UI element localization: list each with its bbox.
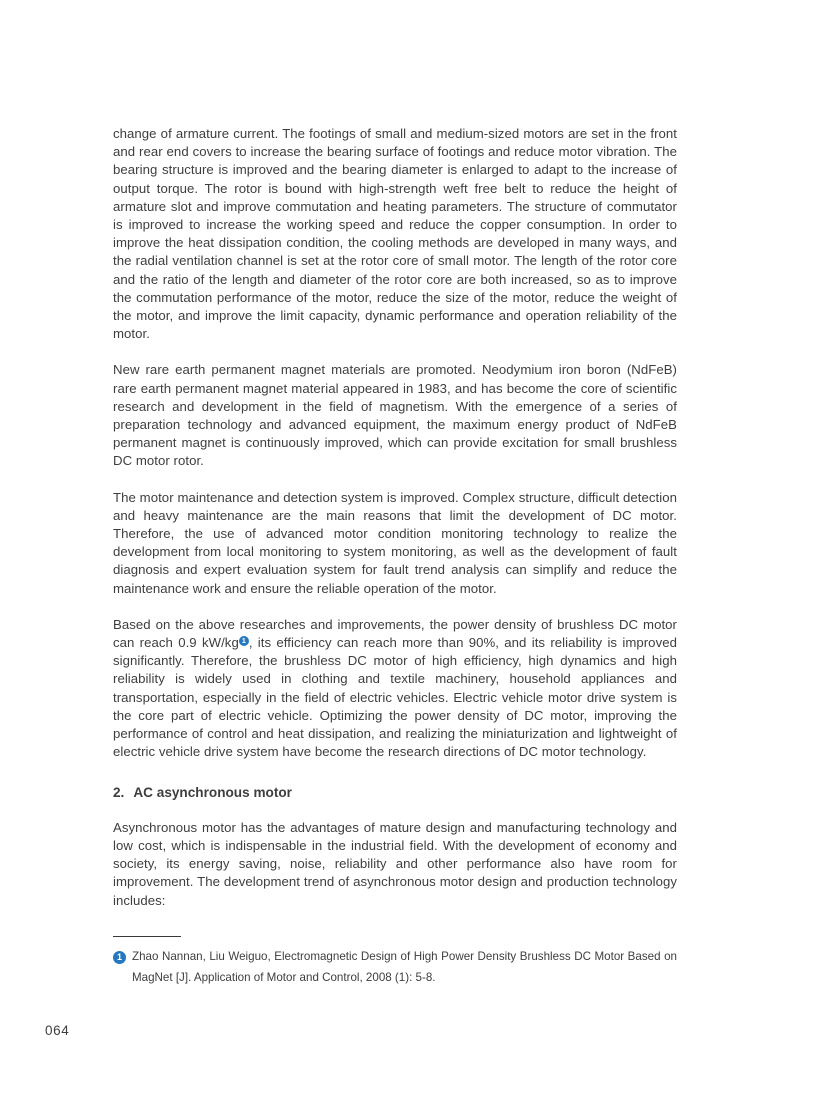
section-heading-label: AC asynchronous motor: [133, 784, 292, 800]
footnote-text: Zhao Nannan, Liu Weiguo, Electromagnetic Design of High Power Density Brushless DC Motor Based on MagNet [J]. Application of Motor and Control, 2008 (1): 5-8.: [132, 950, 677, 985]
footnote: [113, 946, 677, 989]
footnote-separator-rule: [113, 936, 181, 937]
paragraph-text-after-ref: , its efficiency can reach more than 90%, and its reliability is improved significantly. Therefore, the brushless DC motor of high efficiency, high dynamics and high reliability is widely used in clothing and textile machinery, household appliances and transportation, especially in the field of electric vehicles. Electric vehicle motor drive system is the core part of electric vehicle. Optimizing the power density of DC motor, improving the performance of control and heat dissipation, and realizing the miniaturization and lightweight of electric vehicle drive system have become the research directions of DC motor technology.: [113, 635, 677, 760]
section-heading: [113, 784, 677, 802]
page-number: 064: [45, 1023, 70, 1038]
footnote-area: [113, 936, 677, 989]
footnote-number-icon: 1: [113, 951, 126, 964]
body-paragraph-with-footnote-ref: [113, 616, 677, 762]
section-heading-number: 2.: [113, 784, 125, 800]
body-paragraph: The motor maintenance and detection system is improved. Complex structure, difficult detection and heavy maintenance are the main reasons that limit the development of DC motor. Therefore, the use of advanced motor condition monitoring technology to realize the development from local monitoring to system monitoring, as well as the development of fault diagnosis and expert evaluation system for fault trend analysis can simplify and reduce the maintenance work and ensure the reliable operation of the motor.: [113, 489, 677, 596]
body-paragraph: Asynchronous motor has the advantages of mature design and manufacturing technology and low cost, which is indispensable in the industrial field. With the development of economy and society, its energy saving, noise, reliability and other performance also have room for improvement. The development trend of asynchronous motor design and production technology includes:: [113, 819, 677, 908]
body-paragraph: New rare earth permanent magnet materials are promoted. Neodymium iron boron (NdFeB) rare earth permanent magnet material appeared in 1983, and has become the core of scientific research and development in the field of magnetism. With the emergence of a series of preparation technology and advanced equipment, the maximum energy product of NdFeB permanent magnet is continuously improved, which can provide excitation for small brushless DC motor rotor.: [113, 362, 677, 469]
body-paragraph: change of armature current. The footings of small and medium-sized motors are set in the front and rear end covers to increase the bearing surface of footings and reduce motor vibration. The bearing structure is improved and the bearing diameter is enlarged to adapt to the increase of output torque. The rotor is bound with high-strength weft free belt to reduce the height of armature slot and improve commutation and heating parameters. The structure of commutator is improved to increase the working speed and reduce the copper consumption. In order to improve the heat dissipation condition, the cooling methods are developed in many ways, and the radial ventilation channel is set at the rotor core of small motor. The length of the rotor core and the ratio of the length and diameter of the rotor core are both increased, so as to improve the commutation performance of the motor, reduce the size of the motor, reduce the weight of the motor, and improve the limit capacity, dynamic performance and operation reliability of the motor.: [113, 126, 677, 342]
paragraph-text-before-ref: Based on the above researches and improvements, the power density of brushless DC motor can reach 0.9 kW/kg: [113, 616, 677, 651]
footnote-ref-marker-icon: 1: [239, 636, 249, 646]
page-body-text: [113, 125, 677, 910]
